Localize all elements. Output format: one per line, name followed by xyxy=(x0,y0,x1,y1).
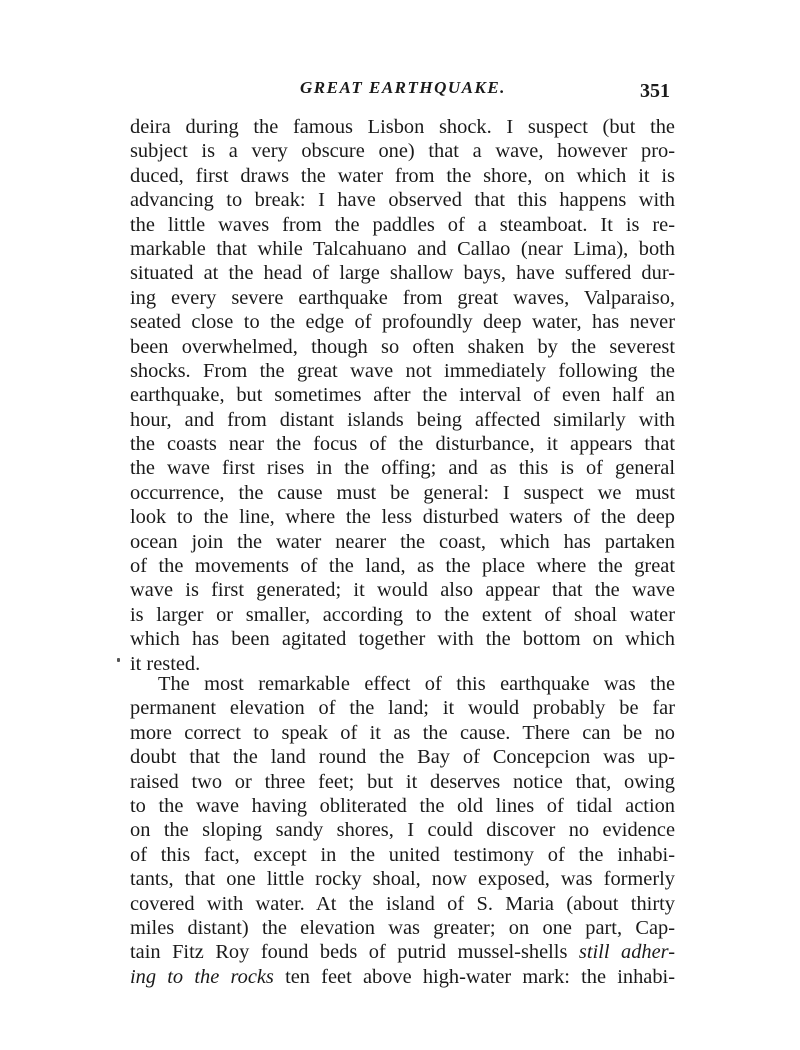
text-line: of the movements of the land, as the place where the great xyxy=(130,555,675,578)
text-line: permanent elevation of the land; it would probably be far xyxy=(130,697,675,720)
text-segment: ten feet above high-water mark: the inhabi- xyxy=(273,965,676,988)
text-line-mixed xyxy=(130,965,675,989)
text-line: earthquake, but sometimes after the interval of even half an xyxy=(130,384,675,407)
text-line: more correct to speak of it as the cause. There can be no xyxy=(130,721,675,744)
text-line: ocean join the water nearer the coast, which has partaken xyxy=(130,530,675,553)
text-line: covered with water. At the island of S. Maria (about thirty xyxy=(130,892,675,915)
text-segment: tain Fitz Roy found beds of putrid mussel-shells xyxy=(130,941,579,964)
text-line: markable that while Talcahuano and Callao (near Lima), both xyxy=(130,237,675,260)
page-number: 351 xyxy=(640,80,670,102)
text-line: raised two or three feet; but it deserves notice that, owing xyxy=(130,770,675,793)
text-line: The most remarkable effect of this earthquake was the xyxy=(158,673,675,695)
running-title: GREAT EARTHQUAKE. xyxy=(300,78,506,97)
text-line: hour, and from distant islands being affected similarly with xyxy=(130,408,675,431)
italic-segment: ing to the rocks xyxy=(130,965,274,988)
text-line: the little waves from the paddles of a steamboat. It is re- xyxy=(130,213,675,236)
text-line-mixed xyxy=(130,940,675,964)
text-line: it rested. xyxy=(130,652,201,675)
italic-segment: still adher- xyxy=(578,941,675,964)
text-line: which has been agitated together with the bottom on which xyxy=(130,628,675,651)
text-line: seated close to the edge of profoundly deep water, has never xyxy=(130,311,675,334)
text-line: the coasts near the focus of the disturbance, it appears that xyxy=(130,433,675,456)
text-line: is larger or smaller, according to the extent of shoal water xyxy=(130,603,675,626)
text-line: shocks. From the great wave not immediately following the xyxy=(130,359,675,382)
text-line: the wave first rises in the offing; and as this is of general xyxy=(130,457,675,480)
text-line: tants, that one little rocky shoal, now exposed, was formerly xyxy=(130,868,675,891)
text-line: deira during the famous Lisbon shock. I suspect (but the xyxy=(130,116,675,138)
text-line: of this fact, except in the united testimony of the inhabi- xyxy=(130,843,675,866)
text-line: subject is a very obscure one) that a wave, however pro- xyxy=(130,140,675,163)
text-line: doubt that the land round the Bay of Concepcion was up- xyxy=(130,746,675,769)
text-line: duced, first draws the water from the shore, on which it is xyxy=(130,164,675,187)
text-line: miles distant) the elevation was greater; on one part, Cap- xyxy=(130,916,675,939)
text-line: occurrence, the cause must be general: I suspect we must xyxy=(130,481,675,504)
text-line: to the wave having obliterated the old lines of tidal action xyxy=(130,794,675,817)
text-line: situated at the head of large shallow bays, have suffered dur- xyxy=(130,262,675,285)
text-line: look to the line, where the less disturbed waters of the deep xyxy=(130,506,675,529)
paragraph-1 xyxy=(130,115,675,676)
text-line: wave is first generated; it would also appear that the wave xyxy=(130,579,675,602)
text-line: advancing to break: I have observed that this happens with xyxy=(130,189,675,212)
text-line: on the sloping sandy shores, I could discover no evidence xyxy=(130,819,675,842)
text-line: been overwhelmed, though so often shaken by the severest xyxy=(130,335,675,358)
ink-speck xyxy=(117,658,120,662)
text-line: ing every severe earthquake from great waves, Valparaiso, xyxy=(130,286,675,309)
page-header xyxy=(128,78,678,108)
paragraph-2 xyxy=(130,672,675,989)
